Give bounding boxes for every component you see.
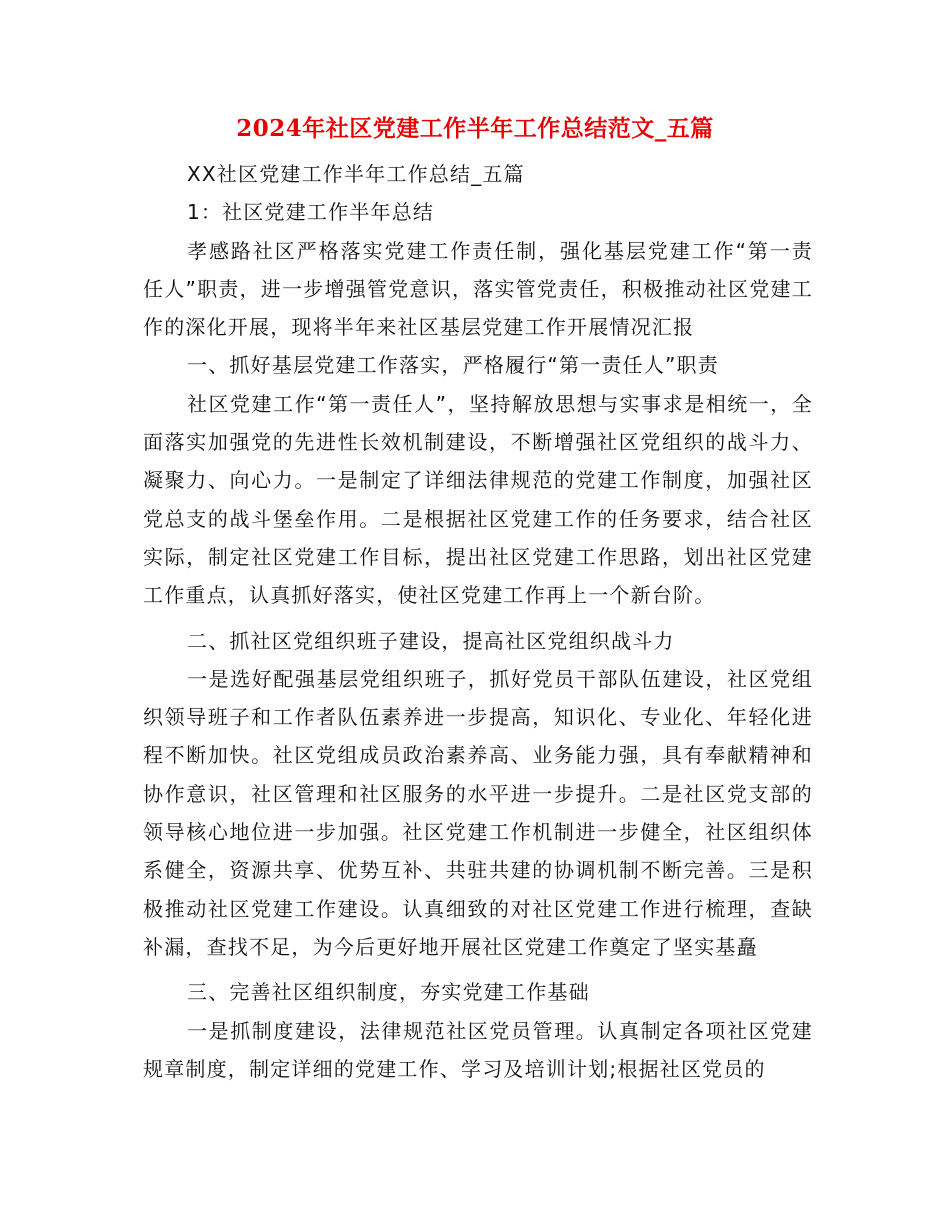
- document-body: [143, 155, 813, 1088]
- document-title: 2024年社区党建工作半年工作总结范文_五篇: [236, 115, 714, 142]
- section-heading: 二、抓社区党组织班子建设，提高社区党组织战斗力: [187, 628, 675, 653]
- section-heading: 1：社区党建工作半年总结: [187, 200, 435, 225]
- body-paragraph: 社区党建工作“第一责任人”，坚持解放思想与实事求是相统一，全面落实加强党的先进性长效机制建设，不断增强社区党组织的战斗力、凝聚力、向心力。一是制定了详细法律规范的党建工作制度，加强社区党总支的战斗堡垒作用。二是根据社区党建工作的任务要求，结合社区实际，制定社区党建工作目标，提出社区党建工作思路，划出社区党建工作重点，认真抓好落实，使社区党建工作再上一个新台阶。: [143, 391, 813, 608]
- section-heading: 一、抓好基层党建工作落实，严格履行“第一责任人”职责: [187, 353, 719, 378]
- body-paragraph: 一是抓制度建设，法律规范社区党员管理。认真制定各项社区党建规章制度，制定详细的党建工作、学习及培训计划;根据社区党员的: [143, 1018, 813, 1081]
- subtitle-paragraph: XX社区党建工作半年工作总结_五篇: [187, 162, 525, 186]
- section-heading: 三、完善社区组织制度，夯实党建工作基础: [187, 980, 590, 1005]
- body-paragraph: 一是选好配强基层党组织班子，抓好党员干部队伍建设，社区党组织领导班子和工作者队伍素养进一步提高，知识化、专业化、年轻化进程不断加快。社区党组成员政治素养高、业务能力强，具有奉献精神和协作意识，社区管理和社区服务的水平进一步提升。二是社区党支部的领导核心地位进一步加强。社区党建工作机制进一步健全，社区组织体系健全，资源共享、优势互补、共驻共建的协调机制不断完善。三是积极推动社区党建工作建设。认真细致的对社区党建工作进行梳理，查缺补漏，查找不足，为今后更好地开展社区党建工作奠定了坚实基矗: [143, 666, 813, 959]
- body-paragraph: 孝感路社区严格落实党建工作责任制，强化基层党建工作“第一责任人”职责，进一步增强管党意识，落实管党责任，积极推动社区党建工作的深化开展，现将半年来社区基层党建工作开展情况汇报: [143, 238, 813, 340]
